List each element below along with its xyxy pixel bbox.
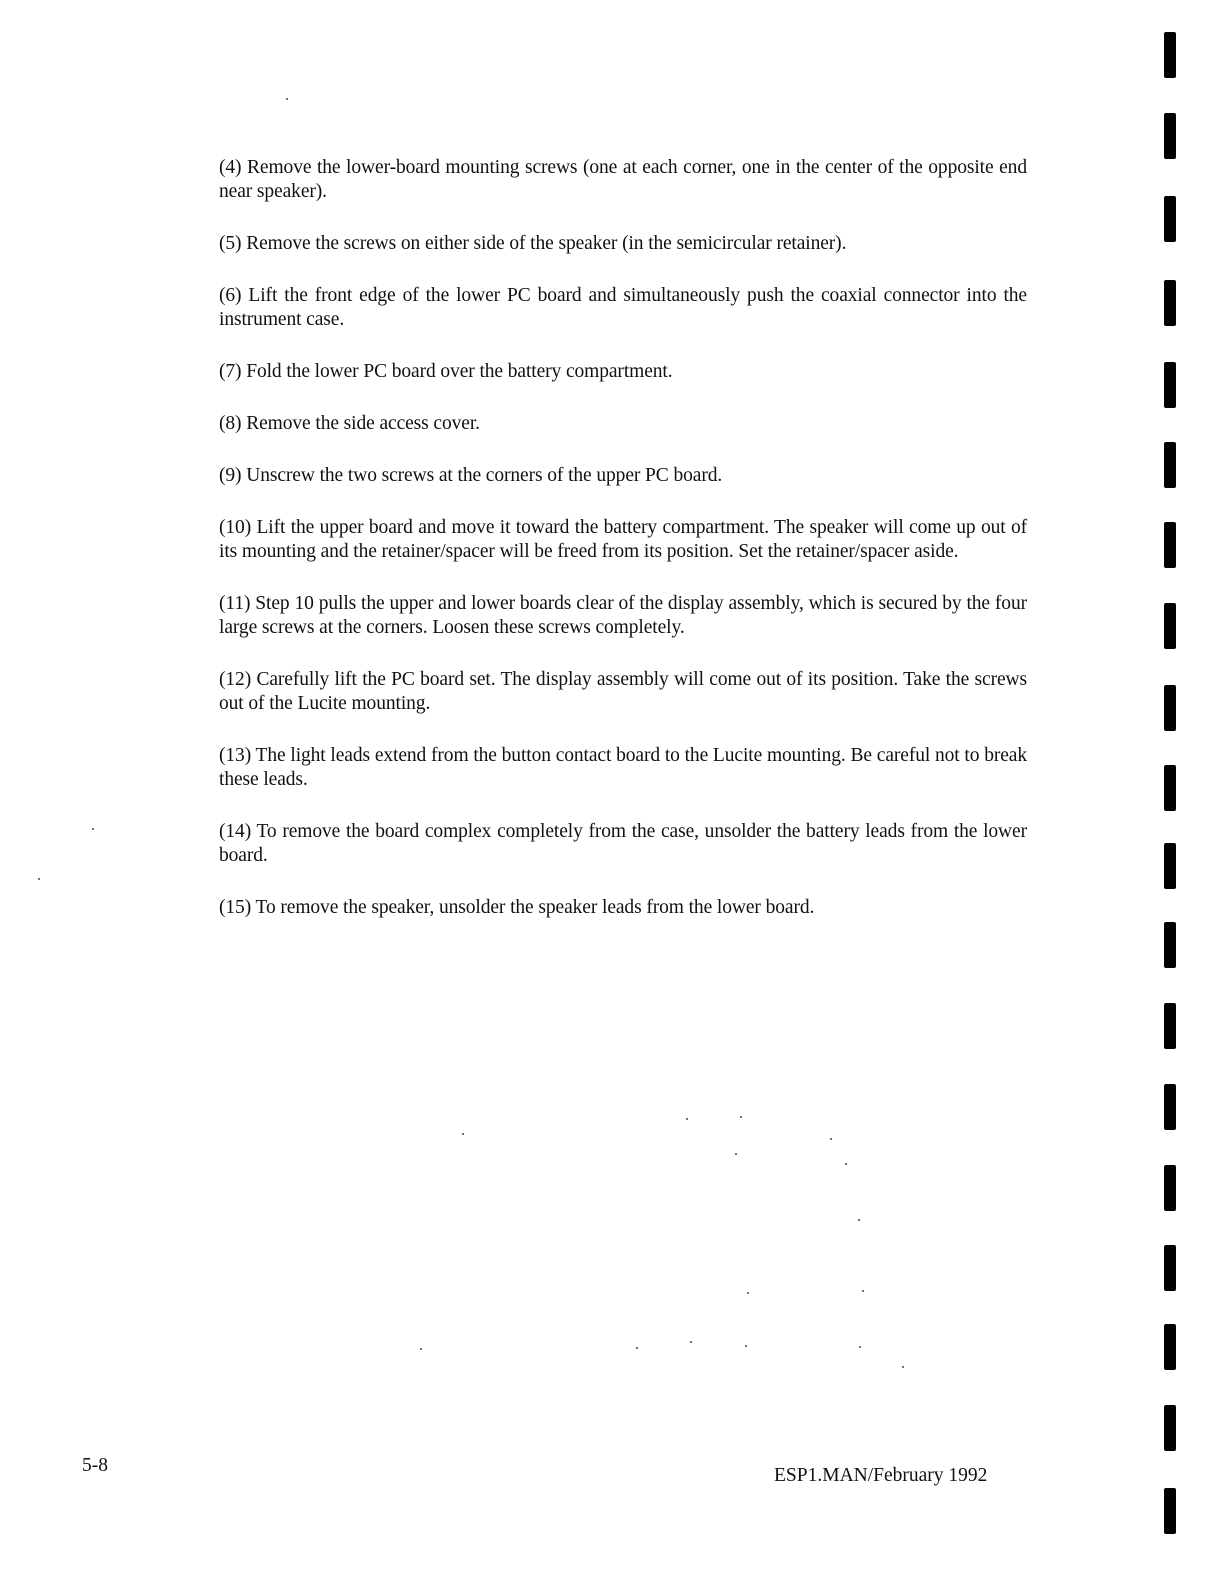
step-9: (9) Unscrew the two screws at the corners of the upper PC board.: [219, 465, 723, 486]
step-7: (7) Fold the lower PC board over the battery compartment.: [219, 361, 673, 382]
step-12: (12) Carefully lift the PC board set. The display assembly will come out of its position. Take the screws out of the Lucite mounting.: [219, 669, 1027, 714]
scan-speck: [462, 1133, 464, 1135]
scan-speck: [830, 1138, 832, 1140]
step-10: (10) Lift the upper board and move it toward the battery compartment. The speaker will come up out of its mounting and the retainer/spacer will be freed from its position. Set the retainer/spacer aside.: [219, 517, 1027, 562]
binding-mark: [1164, 1405, 1176, 1451]
scan-speck: [420, 1348, 422, 1350]
step-8: (8) Remove the side access cover.: [219, 413, 480, 434]
scan-speck: [845, 1163, 847, 1165]
binding-mark: [1164, 765, 1176, 811]
binding-mark: [1164, 113, 1176, 159]
binding-mark: [1164, 442, 1176, 488]
scan-speck: [690, 1341, 692, 1343]
step-11: (11) Step 10 pulls the upper and lower boards clear of the display assembly, which is secured by the four large screws at the corners. Loosen these screws completely.: [219, 593, 1027, 638]
scan-speck: [92, 828, 94, 830]
binding-mark: [1164, 603, 1176, 649]
document-footer: ESP1.MAN/February 1992: [774, 1465, 988, 1486]
binding-mark: [1164, 1324, 1176, 1370]
scan-speck: [286, 98, 288, 100]
scan-speck: [686, 1118, 688, 1120]
step-6: (6) Lift the front edge of the lower PC board and simultaneously push the coaxial connector into the instrument case.: [219, 285, 1027, 330]
scan-speck: [636, 1347, 638, 1349]
scan-speck: [38, 878, 40, 880]
binding-mark: [1164, 1488, 1176, 1534]
procedure-steps: [219, 156, 1027, 948]
scan-speck: [859, 1346, 861, 1348]
binding-mark: [1164, 1084, 1176, 1130]
binding-mark: [1164, 922, 1176, 968]
step-14: (14) To remove the board complex completely from the case, unsolder the battery leads from the lower board.: [219, 821, 1027, 866]
scan-speck: [747, 1292, 749, 1294]
step-15: (15) To remove the speaker, unsolder the speaker leads from the lower board.: [219, 897, 815, 918]
scan-speck: [862, 1290, 864, 1292]
step-13: (13) The light leads extend from the button contact board to the Lucite mounting. Be careful not to break these leads.: [219, 745, 1027, 790]
binding-mark: [1164, 280, 1176, 326]
scan-speck: [745, 1345, 747, 1347]
binding-mark: [1164, 685, 1176, 731]
scan-speck: [902, 1366, 904, 1368]
scan-speck: [735, 1153, 737, 1155]
binding-mark: [1164, 362, 1176, 408]
binding-mark: [1164, 1245, 1176, 1291]
scan-speck: [740, 1116, 742, 1118]
step-4: (4) Remove the lower-board mounting screws (one at each corner, one in the center of the opposite end near speaker).: [219, 157, 1027, 202]
binding-mark: [1164, 1165, 1176, 1211]
binding-mark: [1164, 196, 1176, 242]
binding-mark: [1164, 522, 1176, 568]
binding-mark: [1164, 843, 1176, 889]
binding-mark: [1164, 1003, 1176, 1049]
step-5: (5) Remove the screws on either side of the speaker (in the semicircular retainer).: [219, 233, 847, 254]
scan-speck: [858, 1219, 860, 1221]
binding-mark: [1164, 32, 1176, 78]
page-number: 5-8: [82, 1455, 108, 1476]
